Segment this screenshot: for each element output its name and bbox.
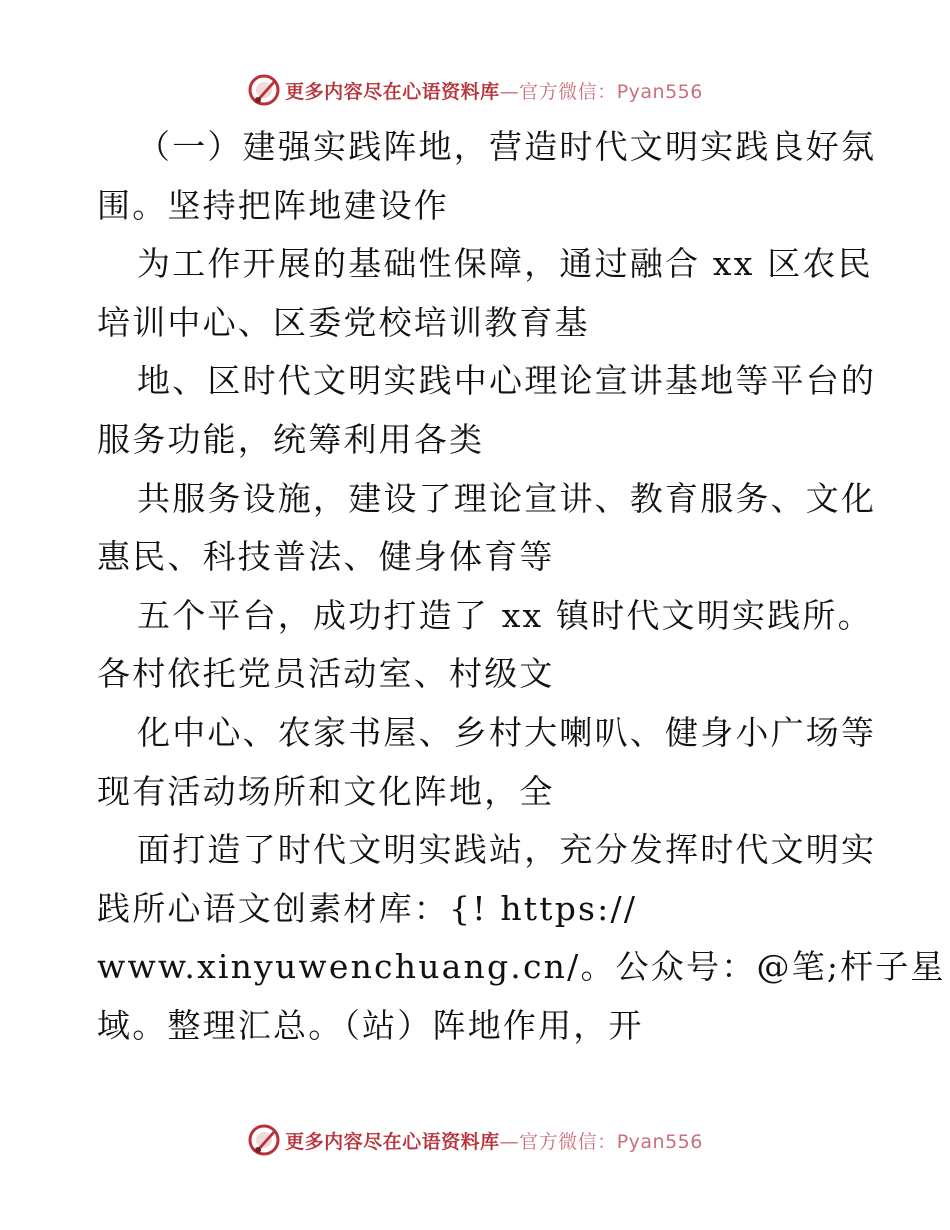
body-line: 现有活动场所和文化阵地，全: [97, 771, 555, 811]
body-line: 培训中心、区委党校培训教育基: [97, 302, 590, 342]
banner-dash: —: [499, 80, 520, 103]
body-line: 各村依托党员活动室、村级文: [97, 654, 555, 694]
banner-wechat-id: Pyan556: [616, 1130, 703, 1153]
banner-dash: —: [499, 1130, 520, 1153]
body-line: 服务功能，统筹利用各类: [97, 419, 485, 459]
body-line: 围。坚持把阵地建设作: [97, 185, 449, 225]
body-line: 共服务设施，建设了理论宣讲、教育服务、文化: [137, 478, 877, 518]
header-banner: [0, 70, 950, 110]
body-line: 地、区时代文明实践中心理论宣讲基地等平台的: [137, 361, 877, 401]
banner-wechat-label: 官方微信：: [519, 80, 617, 103]
body-line: 域。整理汇总。（站）阵地作用，开: [97, 1005, 644, 1045]
body-line: 面打造了时代文明实践站，充分发挥时代文明实: [137, 830, 877, 870]
banner-wechat-id: Pyan556: [616, 80, 703, 103]
body-line: www.xinyuwenchuang.cn/。公众号：@笔;杆子星: [97, 947, 946, 987]
banner-wechat-label: 官方微信：: [519, 1130, 617, 1153]
body-line: 惠民、科技普法、健身体育等: [97, 537, 555, 577]
banner-title: 更多内容尽在心语资料库: [285, 80, 500, 103]
document-body: [97, 118, 946, 1056]
body-line: 为工作开展的基础性保障，通过融合 xx 区农民: [137, 244, 873, 284]
body-line: （一）建强实践阵地，营造时代文明实践良好氛: [137, 127, 877, 166]
footer-banner: [0, 1120, 950, 1160]
body-line: 五个平台，成功打造了 xx 镇时代文明实践所。: [137, 595, 873, 635]
body-line: 践所心语文创素材库：{! https://: [97, 888, 638, 928]
body-line: 化中心、农家书屋、乡村大喇叭、健身小广场等: [137, 712, 877, 752]
banner-title: 更多内容尽在心语资料库: [285, 1130, 500, 1153]
ink-brush-logo-icon: [247, 1123, 281, 1157]
ink-brush-logo-icon: [247, 73, 281, 107]
